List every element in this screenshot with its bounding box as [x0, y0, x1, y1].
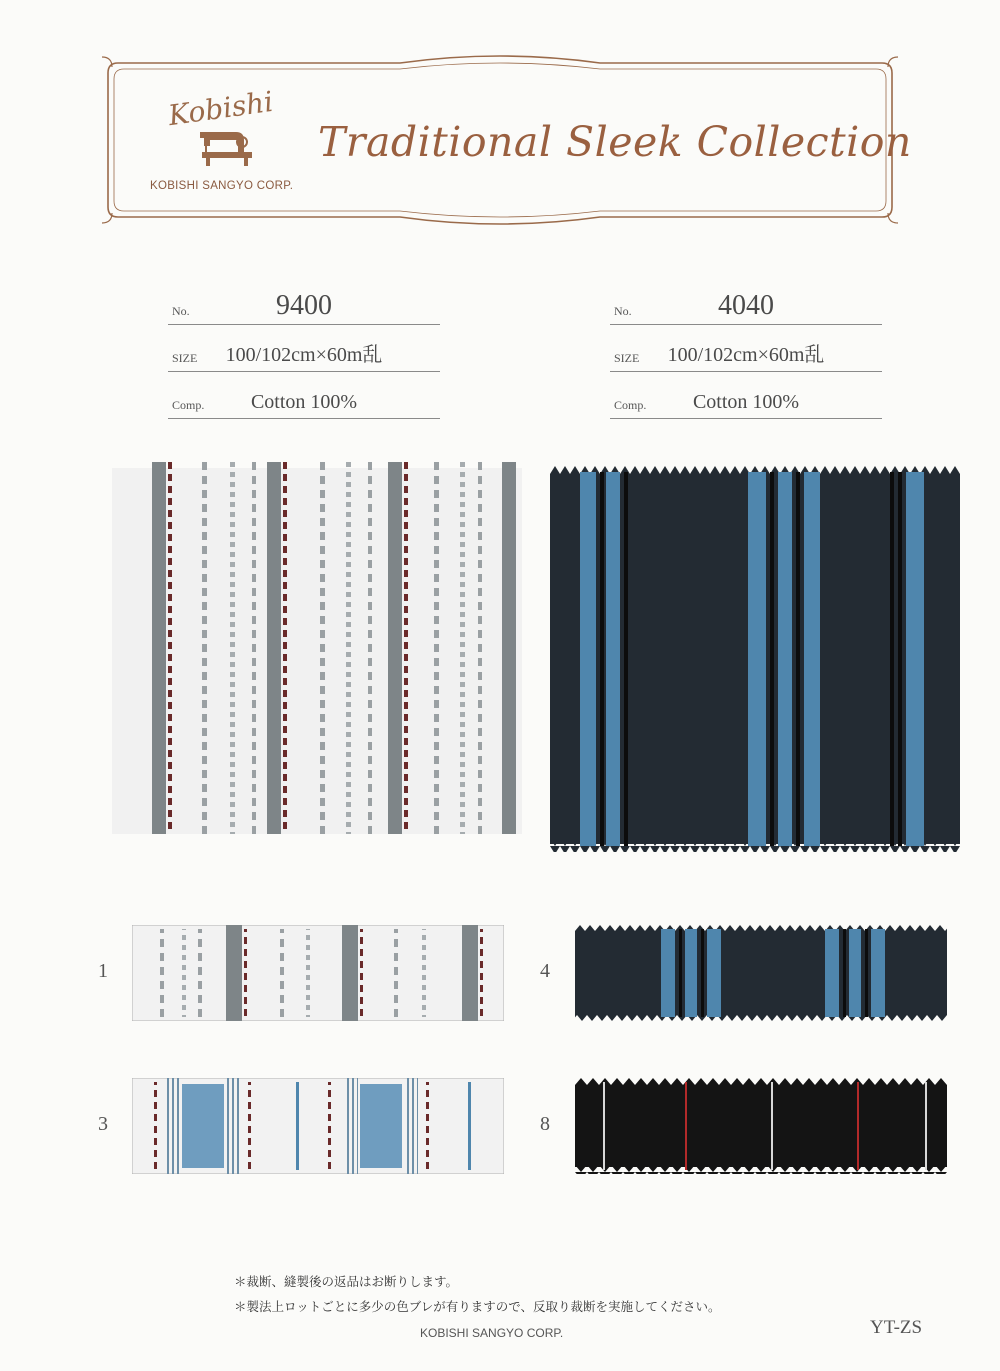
fabric-swatch-4040	[550, 466, 960, 852]
size-value: 100/102cm×60m乱	[225, 344, 383, 366]
footer-note-color-variation: ＊製法上ロットごとに多少の色ブレが有りますので、反取り裁断を実施してください。	[234, 1299, 721, 1314]
colorway-swatch-3	[132, 1078, 504, 1174]
colorway-swatch-1	[132, 925, 504, 1021]
logo-company-name: KOBISHI SANGYO CORP.	[150, 180, 294, 192]
size-value: 100/102cm×60m乱	[667, 344, 825, 366]
product-number: 4040	[718, 290, 774, 321]
footer-company-name: KOBISHI SANGYO CORP.	[420, 1326, 564, 1340]
product-number: 9400	[276, 290, 332, 321]
footer-note-returns: ＊裁断、縫製後の返品はお断りします。	[234, 1274, 459, 1289]
spec-block-9400	[168, 278, 440, 419]
colorway-number-1: 1	[98, 960, 108, 982]
number-label: No.	[172, 304, 190, 318]
composition-value: Cotton 100%	[692, 391, 800, 413]
spec-row-size	[610, 325, 882, 372]
size-label: SIZE	[172, 351, 198, 365]
colorway-number-3: 3	[98, 1113, 108, 1135]
composition-label: Comp.	[614, 398, 647, 412]
logo-script: Kobishi	[166, 84, 276, 133]
spec-row-size	[168, 325, 440, 372]
spec-block-4040	[610, 278, 882, 419]
page-title: Traditional Sleek Collection	[318, 118, 912, 166]
colorway-swatch-4	[575, 925, 947, 1021]
fabric-swatch-9400	[112, 462, 522, 834]
composition-value: Cotton 100%	[250, 391, 358, 413]
spec-row-composition	[168, 372, 440, 419]
sewing-machine-icon	[192, 118, 262, 168]
size-label: SIZE	[614, 351, 640, 365]
spec-row-number	[168, 278, 440, 325]
colorway-swatch-8	[575, 1078, 947, 1174]
number-label: No.	[614, 304, 632, 318]
colorway-number-8: 8	[540, 1113, 550, 1135]
colorway-number-4: 4	[540, 960, 550, 982]
spec-row-composition	[610, 372, 882, 419]
collection-code: YT-ZS	[870, 1317, 923, 1338]
composition-label: Comp.	[172, 398, 205, 412]
spec-row-number	[610, 278, 882, 325]
